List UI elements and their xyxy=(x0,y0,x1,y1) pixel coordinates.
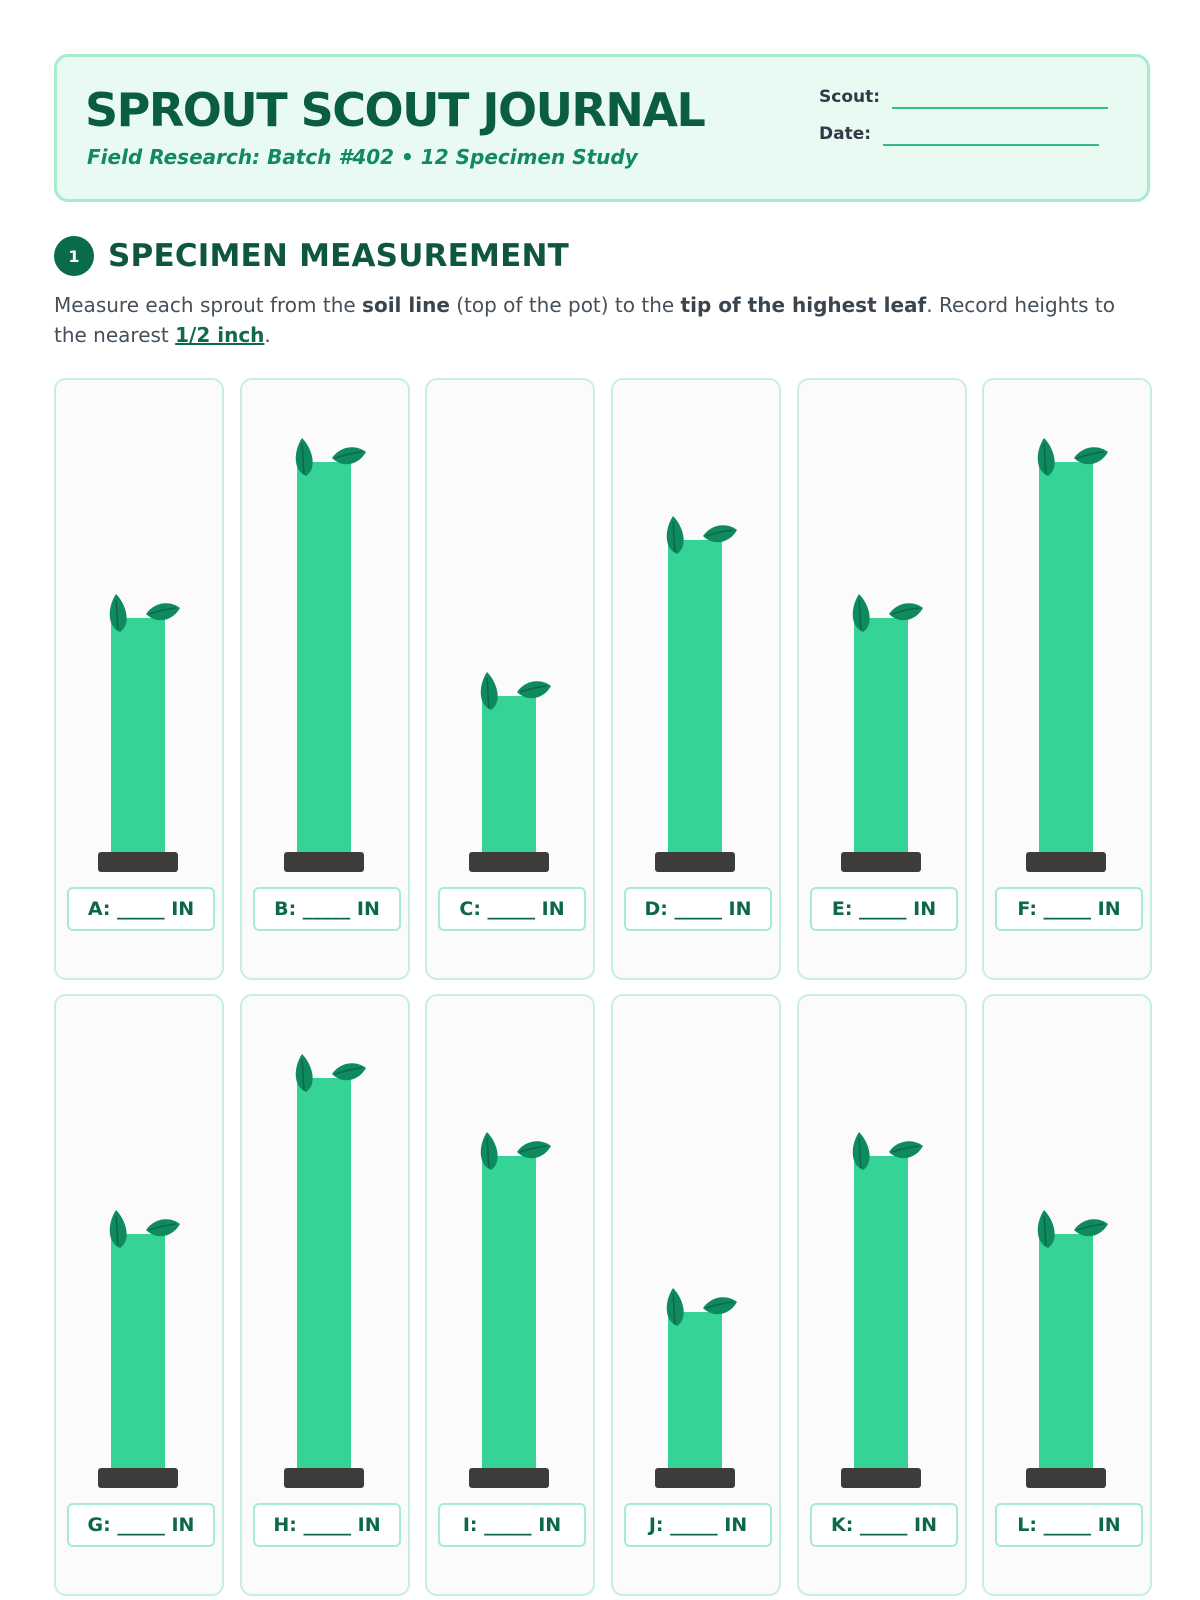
sprout-stem xyxy=(1039,1234,1093,1468)
instructions-leaf-tip: tip of the highest leaf xyxy=(680,293,927,317)
specimen-card xyxy=(54,378,224,980)
height-answer-box[interactable]: I: _____ IN xyxy=(438,1503,586,1547)
pot-soil-line xyxy=(469,852,549,872)
pot-soil-line xyxy=(284,852,364,872)
specimen-card xyxy=(240,994,410,1596)
specimen-card xyxy=(425,378,595,980)
sprout-stem xyxy=(1039,462,1093,852)
pot-soil-line xyxy=(655,1468,735,1488)
specimen-card xyxy=(611,994,781,1596)
date-label: Date: xyxy=(819,124,872,144)
date-input-line[interactable] xyxy=(883,128,1099,146)
sprout-stem xyxy=(668,1312,722,1468)
pot-soil-line xyxy=(841,852,921,872)
journal-title: SPROUT SCOUT JOURNAL xyxy=(85,83,705,137)
leaf-icon xyxy=(475,670,551,716)
journal-header xyxy=(54,54,1150,202)
specimen-card xyxy=(982,378,1152,980)
leaf-icon xyxy=(661,1286,737,1332)
leaf-icon xyxy=(290,436,366,482)
pot-soil-line xyxy=(655,852,735,872)
scout-input-line[interactable] xyxy=(892,91,1108,109)
sprout-stem xyxy=(111,1234,165,1468)
instructions-part: (top of the pot) to the xyxy=(449,293,681,317)
specimen-card xyxy=(797,994,967,1596)
height-answer-box[interactable]: K: _____ IN xyxy=(810,1503,958,1547)
section-title: SPECIMEN MEASUREMENT xyxy=(108,238,569,274)
instructions-text xyxy=(54,290,1154,350)
instructions-part: Measure each sprout from the xyxy=(54,293,363,317)
sprout-stem xyxy=(297,1078,351,1468)
sprout-stem xyxy=(482,696,536,852)
date-field[interactable] xyxy=(819,124,1099,144)
specimen-card xyxy=(982,994,1152,1596)
leaf-icon xyxy=(1032,1208,1108,1254)
pot-soil-line xyxy=(1026,852,1106,872)
specimen-card xyxy=(425,994,595,1596)
specimen-card xyxy=(611,378,781,980)
pot-soil-line xyxy=(98,1468,178,1488)
leaf-icon xyxy=(104,592,180,638)
pot-soil-line xyxy=(98,852,178,872)
height-answer-box[interactable]: C: _____ IN xyxy=(438,887,586,931)
leaf-icon xyxy=(847,1130,923,1176)
pot-soil-line xyxy=(469,1468,549,1488)
leaf-icon xyxy=(104,1208,180,1254)
specimen-card xyxy=(240,378,410,980)
instructions-part: . Record heights to the nearest xyxy=(54,293,1116,347)
pot-soil-line xyxy=(1026,1468,1106,1488)
section-heading xyxy=(54,236,569,276)
sprout-stem xyxy=(297,462,351,852)
scout-label: Scout: xyxy=(819,87,881,107)
instructions-precision: 1/2 inch xyxy=(175,323,265,347)
sprout-stem xyxy=(482,1156,536,1468)
scout-field[interactable] xyxy=(819,87,1108,107)
leaf-icon xyxy=(290,1052,366,1098)
sprout-stem xyxy=(111,618,165,852)
pot-soil-line xyxy=(841,1468,921,1488)
leaf-icon xyxy=(661,514,737,560)
instructions-part: . xyxy=(264,323,271,347)
pot-soil-line xyxy=(284,1468,364,1488)
specimen-card xyxy=(797,378,967,980)
height-answer-box[interactable]: H: _____ IN xyxy=(253,1503,401,1547)
height-answer-box[interactable]: L: _____ IN xyxy=(995,1503,1143,1547)
height-answer-box[interactable]: E: _____ IN xyxy=(810,887,958,931)
sprout-stem xyxy=(668,540,722,852)
height-answer-box[interactable]: B: _____ IN xyxy=(253,887,401,931)
specimen-card xyxy=(54,994,224,1596)
instructions-soil-line: soil line xyxy=(362,293,450,317)
height-answer-box[interactable]: A: _____ IN xyxy=(67,887,215,931)
sprout-stem xyxy=(854,618,908,852)
leaf-icon xyxy=(1032,436,1108,482)
journal-subtitle: Field Research: Batch #402 • 12 Specimen Study xyxy=(87,145,638,169)
section-number-badge: 1 xyxy=(54,236,94,276)
sprout-stem xyxy=(854,1156,908,1468)
height-answer-box[interactable]: J: _____ IN xyxy=(624,1503,772,1547)
leaf-icon xyxy=(847,592,923,638)
height-answer-box[interactable]: G: _____ IN xyxy=(67,1503,215,1547)
height-answer-box[interactable]: D: _____ IN xyxy=(624,887,772,931)
height-answer-box[interactable]: F: _____ IN xyxy=(995,887,1143,931)
leaf-icon xyxy=(475,1130,551,1176)
